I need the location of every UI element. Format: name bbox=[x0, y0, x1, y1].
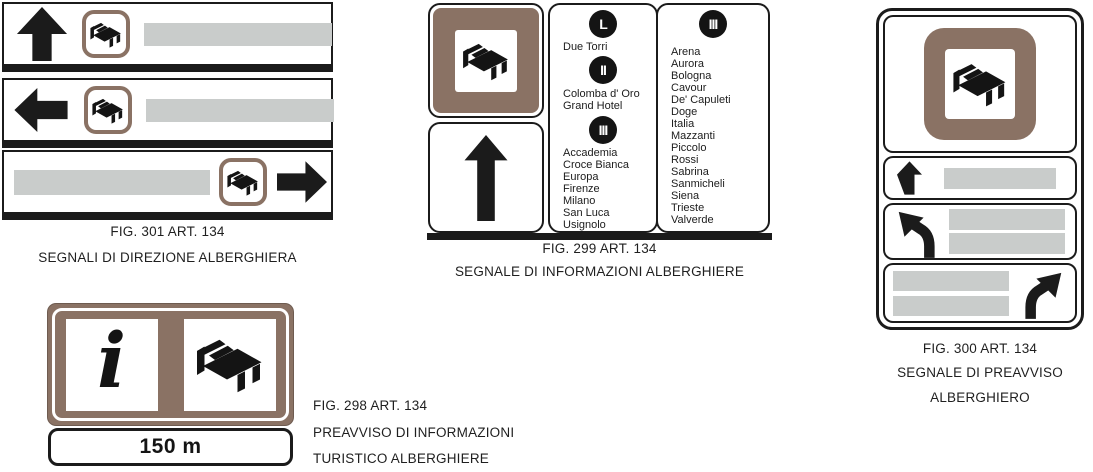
hotel-symbol-panel bbox=[428, 3, 544, 118]
route-row-turn-left bbox=[883, 203, 1077, 260]
hotel-name: Sanmicheli bbox=[671, 178, 725, 190]
direction-panel-ahead bbox=[2, 2, 333, 72]
hotel-bed-icon bbox=[82, 10, 130, 58]
fig299-caption-line1: FIG. 299 ART. 134 bbox=[542, 241, 657, 256]
hotel-name: De' Capuleti bbox=[671, 94, 731, 106]
hotel-name: Cavour bbox=[671, 82, 707, 94]
hotel-name: Aurora bbox=[671, 58, 705, 70]
hotel-name: Due Torri bbox=[563, 41, 608, 53]
hotel-name: Croce Bianca bbox=[563, 159, 630, 171]
hotel-name: Siena bbox=[671, 190, 700, 202]
straight-ahead-arrow-icon bbox=[16, 7, 68, 61]
hotel-name: Piccolo bbox=[671, 142, 707, 154]
hotel-name: Grand Hotel bbox=[563, 100, 623, 112]
hotel-name: Trieste bbox=[671, 202, 705, 214]
destination-placeholder-group bbox=[949, 209, 1065, 254]
left-arrow-icon bbox=[14, 88, 68, 132]
fig300-caption-line3: ALBERGHIERO bbox=[930, 390, 1030, 405]
hotel-name: Doge bbox=[671, 106, 698, 118]
hotel-list bbox=[550, 147, 656, 231]
straight-ahead-arrow-icon bbox=[464, 135, 508, 221]
hotel-name: Milano bbox=[563, 195, 596, 207]
turn-left-arrow-icon bbox=[893, 206, 937, 258]
hotel-list-panel-1 bbox=[548, 3, 658, 233]
hotel-list bbox=[658, 46, 768, 226]
destination-text-placeholder bbox=[944, 168, 1056, 189]
route-row-turn-right bbox=[883, 263, 1077, 323]
direction-panel-left bbox=[2, 78, 333, 148]
direction-panel-right bbox=[2, 150, 333, 220]
hotel-name: Firenze bbox=[563, 183, 600, 195]
hotel-name: Usignolo bbox=[563, 219, 606, 231]
hotel-list bbox=[550, 41, 656, 53]
hotel-bed-icon bbox=[84, 86, 132, 134]
hotel-name: Sabrina bbox=[671, 166, 709, 178]
destination-text-placeholder bbox=[893, 296, 1009, 316]
fig298-caption-line1: FIG. 298 ART. 134 bbox=[313, 398, 428, 413]
hotel-name: Mazzanti bbox=[671, 130, 716, 142]
destination-placeholder-group bbox=[893, 271, 1009, 316]
hotel-name: Arena bbox=[671, 46, 701, 58]
class-luxury-badge: L bbox=[589, 10, 617, 38]
destination-text-placeholder bbox=[14, 170, 210, 195]
hotel-name: Italia bbox=[671, 118, 695, 130]
class-2-badge: II bbox=[589, 56, 617, 84]
destination-text-placeholder bbox=[949, 209, 1065, 230]
hotel-symbol-section bbox=[883, 15, 1077, 153]
fig299-caption-line2: SEGNALE DI INFORMAZIONI ALBERGHIERE bbox=[454, 264, 745, 279]
hotel-name: Bologna bbox=[671, 70, 712, 82]
sign-base-strip bbox=[427, 233, 772, 240]
hotel-name: Accademia bbox=[563, 147, 618, 159]
right-arrow-icon bbox=[277, 161, 327, 203]
hotel-bed-icon bbox=[219, 158, 267, 206]
turn-right-arrow-icon bbox=[1023, 267, 1067, 319]
hotel-name: Colomba d' Oro bbox=[563, 88, 640, 100]
tourist-hotel-info-sign bbox=[48, 304, 293, 425]
hotel-name: Europa bbox=[563, 171, 599, 183]
info-icon: i bbox=[97, 315, 126, 405]
fig298-caption-line3: TURISTICO ALBERGHIERE bbox=[313, 451, 489, 466]
hotel-name: Rossi bbox=[671, 154, 699, 166]
destination-text-placeholder bbox=[146, 99, 334, 122]
fig298-caption-line2: PREAVVISO DI INFORMAZIONI bbox=[313, 425, 515, 440]
distance-panel bbox=[48, 428, 293, 466]
straight-ahead-arrow-icon bbox=[897, 161, 922, 195]
route-row-ahead bbox=[883, 156, 1077, 200]
fig301-caption-line2: SEGNALI DI DIREZIONE ALBERGHIERA bbox=[38, 250, 297, 265]
info-symbol bbox=[66, 315, 158, 411]
hotel-bed-icon bbox=[945, 49, 1015, 119]
hotel-bed-icon bbox=[184, 319, 276, 411]
hotel-list bbox=[550, 88, 656, 112]
hotel-name: Valverde bbox=[671, 214, 714, 226]
destination-text-placeholder bbox=[893, 271, 1009, 291]
class-3-badge: III bbox=[589, 116, 617, 144]
fig301-caption-line1: FIG. 301 ART. 134 bbox=[110, 224, 225, 239]
straight-ahead-arrow-panel bbox=[428, 122, 544, 233]
hotel-bed-icon bbox=[455, 30, 517, 92]
destination-text-placeholder bbox=[144, 23, 332, 46]
class-3-badge: III bbox=[699, 10, 727, 38]
distance-value: 150 m bbox=[139, 435, 202, 458]
advance-hotel-sign bbox=[876, 8, 1084, 330]
hotel-list-panel-2 bbox=[656, 3, 770, 233]
fig300-caption-line2: SEGNALE DI PREAVVISO bbox=[897, 365, 1063, 380]
hotel-name: San Luca bbox=[563, 207, 610, 219]
hotel-symbol-brown-field bbox=[433, 8, 539, 113]
destination-text-placeholder bbox=[949, 233, 1065, 254]
hotel-symbol-brown-field bbox=[924, 28, 1036, 140]
fig300-caption-line1: FIG. 300 ART. 134 bbox=[922, 341, 1038, 356]
